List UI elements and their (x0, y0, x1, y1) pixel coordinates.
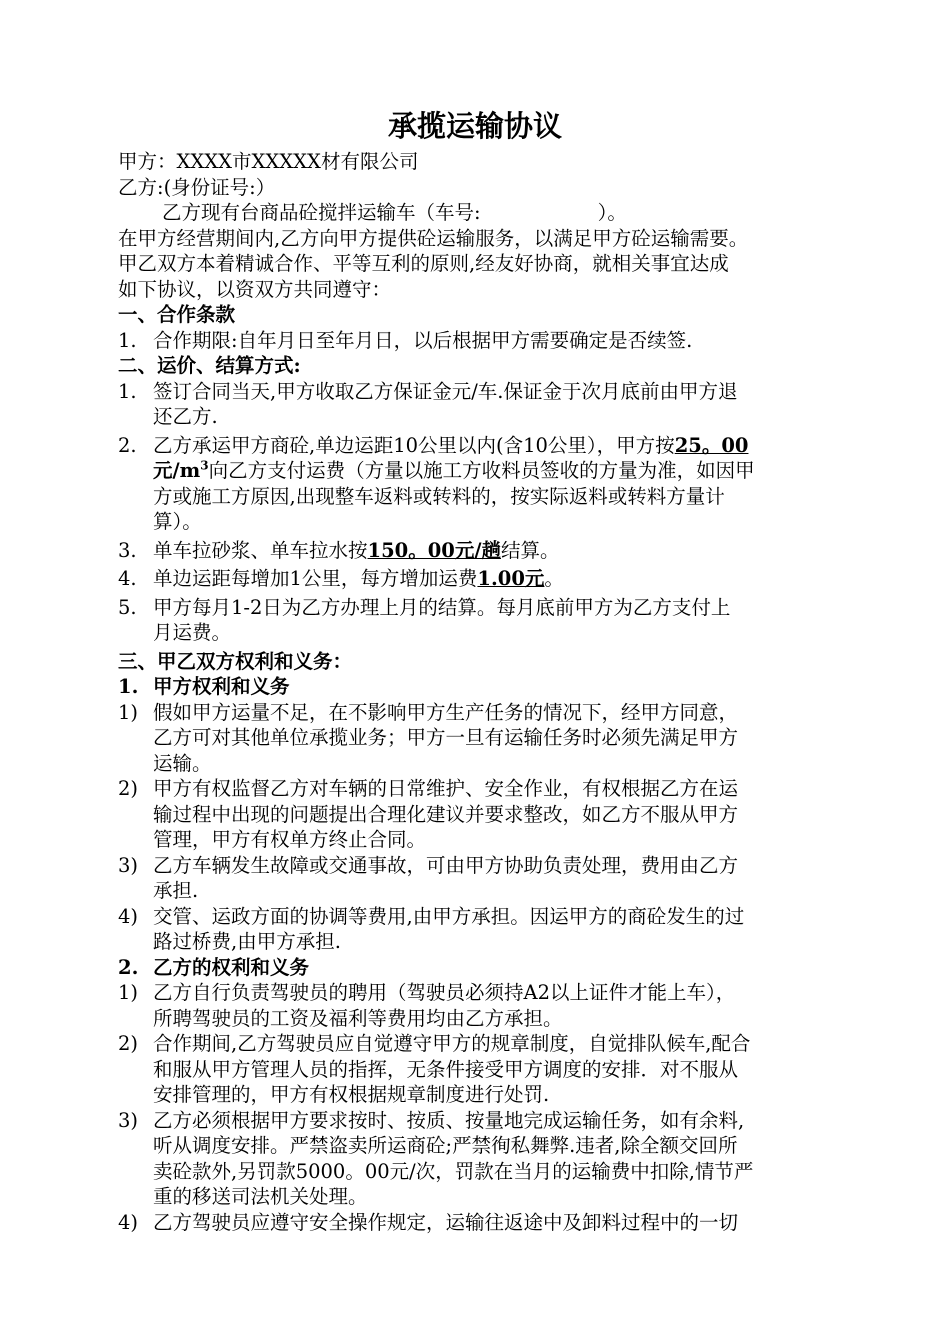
item-number: 3. (118, 538, 137, 562)
subsection-list (118, 700, 843, 955)
unit-text: 元/m (153, 459, 201, 482)
item-text: 安排管理的，甲方有权根据规章制度进行处罚. (153, 1083, 550, 1106)
item-text: 甲方有权监督乙方对车辆的日常维护、安全作业，有权根据乙方在运 (153, 777, 739, 800)
item-text-part: 单边运距每增加1公里，每方增加运费 (153, 567, 478, 590)
item-number: 3) (118, 853, 139, 877)
item-number: 2) (118, 777, 139, 800)
intro-line: 在甲方经营期间内,乙方向甲方提供砼运输服务，以满足甲方砼运输需要。 (118, 226, 749, 250)
item-text: 听从调度安排。严禁盗卖所运商砼;严禁徇私舞弊.违者,除全额交回所 (153, 1134, 738, 1157)
item-text: 路过桥费,由甲方承担. (153, 930, 341, 953)
subsection-heading (118, 955, 843, 981)
item-text: 卖砼款外,另罚款5000。00元/次，罚款在当月的运输费中扣除,情节严 (153, 1159, 754, 1183)
item-number: 2. (118, 955, 139, 979)
item-number: 3) (118, 1108, 139, 1132)
document-title: 承揽运输协议 (387, 109, 562, 143)
list-item (118, 379, 843, 430)
list-item (118, 328, 843, 354)
item-text: 甲方每月1-2日为乙方办理上月的结算。每月底前甲方为乙方支付上 (153, 595, 731, 619)
item-text: 方或施工方原因,出现整车返料或转料的，按实际返料或转料方量计 (153, 484, 725, 508)
item-number: 1. (118, 328, 137, 352)
list-item (118, 1108, 843, 1210)
item-text: 合作期限:自年月日至年月日，以后根据甲方需要确定是否续签. (153, 328, 693, 352)
item-text-part: 单车拉砂浆、单车拉水按 (153, 538, 368, 562)
list-item (118, 595, 843, 646)
item-text: 算）。 (153, 510, 202, 533)
price-value: 150。00元/趟 (367, 538, 501, 562)
price-value: 25。00 (674, 433, 749, 457)
item-text (153, 566, 843, 592)
item-text: 所聘驾驶员的工资及福利等费用均由乙方承担。 (153, 1006, 563, 1030)
party-b: 乙方:(身份证号:） (118, 175, 276, 199)
list-item (118, 1210, 843, 1236)
item-number: 1) (118, 700, 139, 724)
list-item (118, 566, 843, 592)
item-text: 乙方车辆发生故障或交通事故，可由甲方协助负责处理，费用由乙方 (153, 853, 739, 877)
intro-line: 乙方现有台商品砼搅拌运输车（车号: ）。 (162, 201, 627, 224)
item-number: 1. (118, 675, 139, 698)
list-item (118, 538, 843, 564)
subsection-title: 乙方的权利和义务 (153, 955, 310, 979)
section-heading: 一、合作条款 (118, 303, 236, 326)
list-item (118, 904, 843, 955)
item-text: 合作期间,乙方驾驶员应自觉遵守甲方的规章制度，自觉排队候车,配合 (153, 1032, 751, 1055)
list-item (118, 433, 843, 535)
item-number: 1) (118, 981, 139, 1004)
item-number: 2) (118, 1032, 139, 1055)
item-number: 4) (118, 1210, 139, 1234)
list-item (118, 1031, 843, 1108)
item-text: 管理，甲方有权单方终止合同。 (153, 828, 427, 851)
item-text-part: 向乙方支付运费（方量以施工方收料员签收的方量为准，如因甲 (208, 459, 755, 482)
item-number: 1. (118, 379, 137, 403)
item-text: 承担. (153, 879, 199, 902)
intro-line: 如下协议，以资双方共同遵守： (118, 277, 392, 301)
item-text: 月运费。 (153, 621, 232, 644)
price-value: 1.00元 (477, 567, 545, 590)
list-item (118, 980, 843, 1031)
unit-superscript: 3 (200, 458, 209, 473)
item-text: 重的移送司法机关处理。 (153, 1185, 368, 1208)
document-body (118, 149, 843, 1235)
item-text: 签订合同当天,甲方收取乙方保证金元/车.保证金于次月底前由甲方退 (153, 379, 738, 403)
item-number: 5. (118, 595, 137, 619)
section-heading: 二、运价、结算方式: (118, 354, 301, 377)
item-number: 2. (118, 433, 137, 457)
item-text: 乙方驾驶员应遵守安全操作规定，运输往返途中及卸料过程中的一切 (153, 1210, 739, 1234)
item-text: 乙方必须根据甲方要求按时、按质、按量地完成运输任务，如有余料, (153, 1108, 745, 1132)
item-text: 交管、运政方面的协调等费用,由甲方承担。因运甲方的商砼发生的过 (153, 904, 745, 928)
intro-line: 甲乙双方本着精诚合作、平等互利的原则,经友好协商，就相关事宜达成 (118, 252, 729, 275)
item-text-part: 乙方承运甲方商砼,单边运距10公里以内(含10公里），甲方按 (153, 433, 675, 457)
item-text: 运输。 (153, 751, 212, 775)
item-text: 乙方自行负责驾驶员的聘用（驾驶员必须持A2以上证件才能上车）， (153, 981, 736, 1004)
item-number: 4) (118, 904, 139, 928)
list-item (118, 776, 843, 853)
section-heading: 三、甲乙双方权利和义务： (118, 649, 353, 673)
item-text: 乙方可对其他单位承揽业务；甲方一旦有运输任务时必须先满足甲方 (153, 726, 739, 749)
subsection-heading (118, 674, 843, 700)
item-text: 输过程中出现的问题提出合理化建议并要求整改，如乙方不服从甲方 (153, 802, 739, 826)
item-text-part: 。 (544, 567, 564, 590)
subsection-list (118, 980, 843, 1235)
subsection-title: 甲方权利和义务 (153, 675, 290, 698)
item-text (153, 433, 843, 459)
item-text (153, 458, 843, 484)
item-text: 和服从甲方管理人员的指挥，无条件接受甲方调度的安排．对不服从 (153, 1057, 739, 1081)
list-item (118, 853, 843, 904)
list-item (118, 700, 843, 777)
item-text: 假如甲方运量不足，在不影响甲方生产任务的情况下，经甲方同意， (153, 700, 739, 724)
item-text-part: 结算。 (500, 538, 560, 562)
item-text (153, 538, 843, 564)
party-a: 甲方：XXXX市XXXXX材有限公司 (118, 150, 419, 173)
item-text: 还乙方. (153, 405, 218, 428)
item-number: 4. (118, 567, 137, 590)
